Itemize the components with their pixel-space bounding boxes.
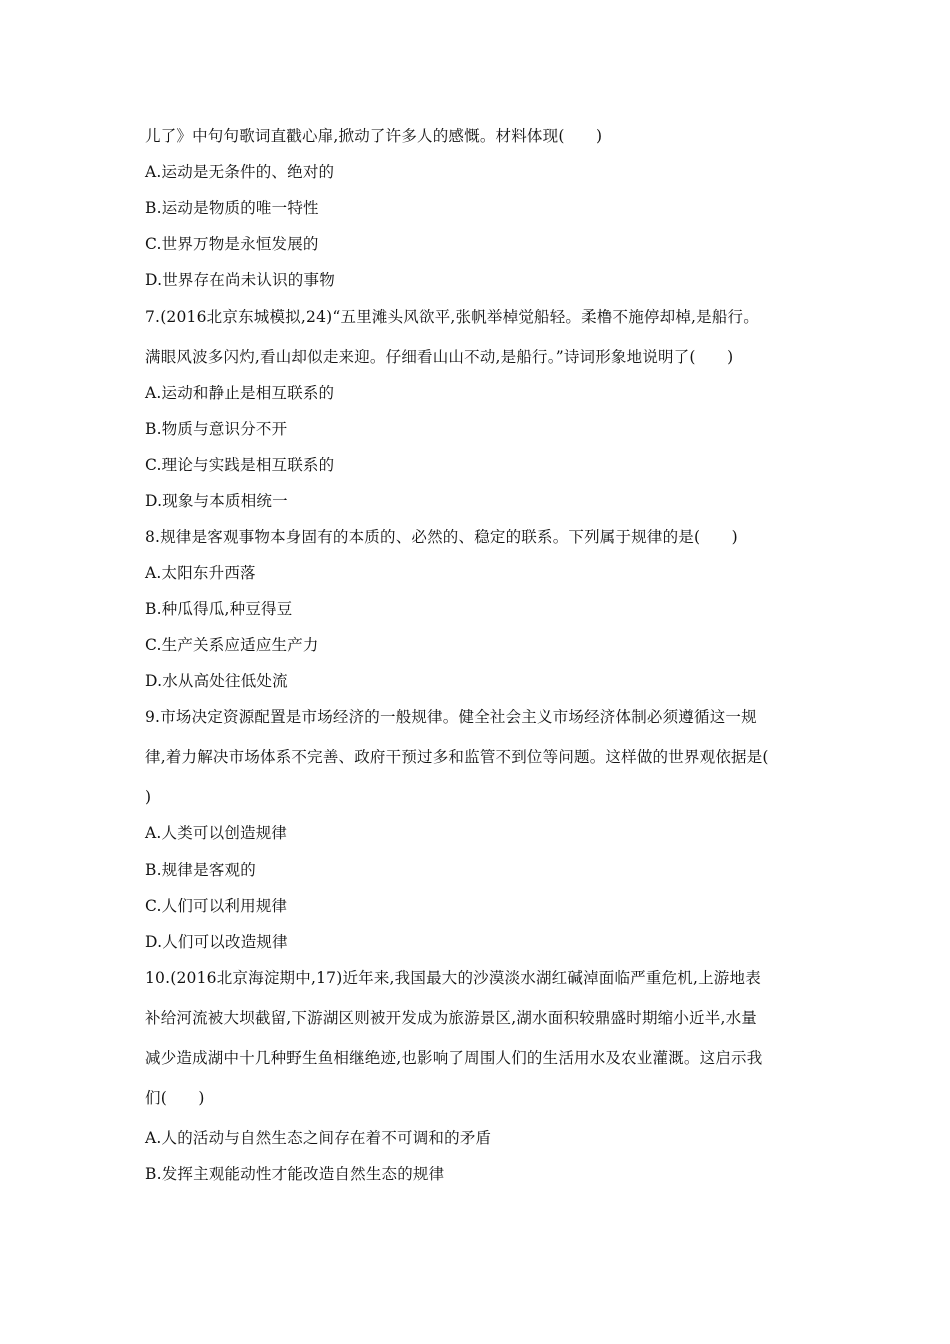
option-line: D.水从高处往低处流 [145,672,288,690]
option-line: B.种瓜得瓜,种豆得豆 [145,600,293,618]
question-line: 满眼风波多闪灼,看山却似走来迎。仔细看山山不动,是船行。”诗词形象地说明了( ) [145,348,734,366]
question-line: 7.(2016北京东城模拟,24)“五里滩头风欲平,张帆举棹觉船轻。柔橹不施停却棹,是船行。 [145,308,759,326]
option-line: B.发挥主观能动性才能改造自然生态的规律 [145,1165,445,1183]
option-line: A.运动是无条件的、绝对的 [145,163,335,181]
option-line: D.现象与本质相统一 [145,492,288,510]
option-line: D.世界存在尚未认识的事物 [145,271,335,289]
text-line: 儿了》中句句歌词直戳心扉,掀动了许多人的感慨。材料体现( ) [145,127,603,145]
option-line: B.运动是物质的唯一特性 [145,199,319,217]
option-line: B.物质与意识分不开 [145,420,288,438]
question-line: 10.(2016北京海淀期中,17)近年来,我国最大的沙漠淡水湖红碱淖面临严重危机,上游地表 [145,969,761,987]
question-line: 8.规律是客观事物本身固有的本质的、必然的、稳定的联系。下列属于规律的是( ) [145,528,738,546]
option-line: A.运动和静止是相互联系的 [145,384,335,402]
option-line: C.世界万物是永恒发展的 [145,235,319,253]
question-line: 补给河流被大坝截留,下游湖区则被开发成为旅游景区,湖水面积较鼎盛时期缩小近半,水量 [145,1009,757,1027]
option-line: A.人的活动与自然生态之间存在着不可调和的矛盾 [145,1129,492,1147]
option-line: D.人们可以改造规律 [145,933,288,951]
option-line: B.规律是客观的 [145,861,256,879]
option-line: C.生产关系应适应生产力 [145,636,319,654]
question-line: 9.市场决定资源配置是市场经济的一般规律。健全社会主义市场经济体制必须遵循这一规 [145,708,757,726]
option-line: C.理论与实践是相互联系的 [145,456,335,474]
question-line: ) [145,788,152,806]
option-line: A.人类可以创造规律 [145,824,288,842]
option-line: A.太阳东升西落 [145,564,256,582]
option-line: C.人们可以利用规律 [145,897,288,915]
question-line: 律,着力解决市场体系不完善、政府干预过多和监管不到位等问题。这样做的世界观依据是( [145,748,769,766]
question-line: 们( ) [145,1089,205,1107]
question-line: 减少造成湖中十几种野生鱼相继绝迹,也影响了周围人们的生活用水及农业灌溉。这启示我 [145,1049,763,1067]
